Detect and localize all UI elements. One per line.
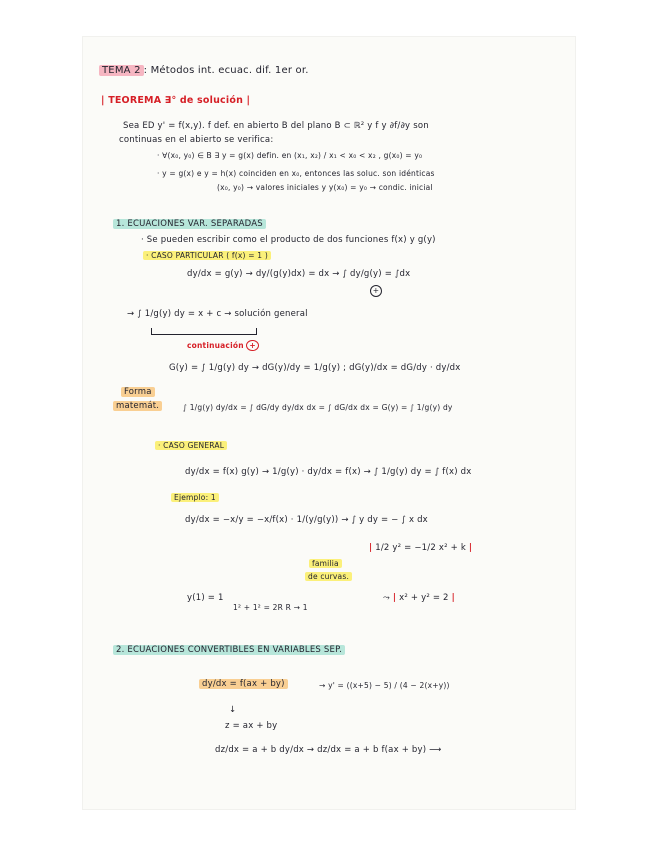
equation-forma-matematica: ∫ 1/g(y) dy/dx = ∫ dG/dy dy/dx dx = ∫ dG/dx dx = G(y) = ∫ 1/g(y) dy	[183, 403, 453, 412]
arrow: ⤳	[383, 593, 393, 603]
equation-G-definition: G(y) = ∫ 1/g(y) dy → dG(y)/dy = 1/g(y) ; dG(y)/dx = dG/dy · dy/dx	[169, 363, 461, 373]
title-label: TEMA 2	[99, 65, 144, 76]
circle-plus-marker: +	[370, 285, 382, 297]
familia-text-2: de curvas.	[305, 572, 352, 581]
particular-case-label	[143, 251, 271, 260]
forma-label	[121, 387, 155, 397]
example-result-text: 1/2 y² = −1/2 x² + k	[375, 543, 466, 553]
equation-convertible	[199, 679, 288, 689]
particular-case-text: · CASO PARTICULAR ( f(x) = 1 )	[143, 251, 271, 260]
matemat-label	[113, 401, 162, 411]
general-case-label	[155, 441, 227, 450]
initial-condition: y(1) = 1	[187, 593, 224, 603]
title-line	[99, 65, 309, 76]
theorem-bullet-2: · y = g(x) e y = h(x) coinciden en x₀, entonces las soluc. son idénticas	[157, 169, 435, 178]
substitution: z = ax + by	[225, 721, 278, 731]
section1-intro: · Se pueden escribir como el producto de dos funciones f(x) y g(y)	[141, 235, 436, 245]
equation-example: dy/dx = −x/y = −x/f(x) · 1/(y/g(y)) → ∫ y dy = − ∫ x dx	[185, 515, 428, 525]
forma-label-1: Forma	[121, 387, 155, 397]
familia-text-1: familia	[309, 559, 342, 568]
theorem-line-3: (x₀, y₀) → valores iniciales y y(x₀) = y₀ → condic. inicial	[217, 183, 433, 192]
section2-heading	[113, 645, 345, 655]
bracket-left: |	[369, 543, 373, 553]
section1-heading-text: 1. ECUACIONES VAR. SEPARADAS	[113, 219, 266, 229]
notebook-page	[83, 37, 575, 809]
equation-general-solution: → ∫ 1/g(y) dy = x + c → solución general	[127, 309, 308, 319]
underbrace	[151, 328, 257, 335]
down-arrow: ↓	[229, 705, 237, 715]
title-text: : Métodos int. ecuac. dif. 1er or.	[143, 65, 309, 76]
continuation-circle: +	[246, 340, 258, 351]
convertible-eq-text: dy/dx = f(ax + by)	[199, 679, 288, 689]
theorem-line-1: Sea ED y' = f(x,y). f def. en abierto B del plano B ⊂ ℝ² y f y ∂f/∂y son	[123, 121, 429, 131]
equation-example-2: → y' = ((x+5) − 5) / (4 − 2(x+y))	[319, 681, 450, 690]
familia-label-2	[305, 572, 352, 581]
radius-calc: 1² + 1² = 2R R → 1	[233, 603, 308, 612]
theorem-line-2: continuas en el abierto se verifica:	[119, 135, 274, 145]
theorem-heading-text: TEOREMA ∃° de solución	[108, 95, 244, 106]
section1-heading	[113, 219, 266, 229]
general-case-text: · CASO GENERAL	[155, 441, 227, 450]
example-label	[171, 493, 219, 502]
equation-general-case: dy/dx = f(x) g(y) → 1/g(y) · dy/dx = f(x) → ∫ 1/g(y) dy = ∫ f(x) dx	[185, 467, 472, 477]
theorem-bullet-1: · ∀(x₀, y₀) ∈ B ∃ y = g(x) defin. en (x₁, x₂) / x₁ < x₀ < x₂ , g(x₀) = y₀	[157, 151, 423, 160]
continuation-text: continuación	[187, 341, 244, 350]
circle-result	[383, 593, 455, 603]
continuation-label	[187, 341, 259, 350]
section2-heading-text: 2. ECUACIONES CONVERTIBLES EN VARIABLES SEP.	[113, 645, 345, 655]
bracket-right: |	[468, 543, 473, 553]
forma-label-2: matemát.	[113, 401, 162, 411]
circle-result-text: x² + y² = 2	[399, 593, 449, 603]
equation-dz-dx: dz/dx = a + b dy/dx → dz/dx = a + b f(ax + by) ⟶	[215, 745, 442, 755]
example-text: Ejemplo: 1	[171, 493, 219, 502]
familia-label-1	[309, 559, 342, 568]
equation-particular-1: dy/dx = g(y) → dy/(g(y)dx) = dx → ∫ dy/g(y) = ∫dx	[187, 269, 411, 279]
theorem-heading: | TEOREMA ∃° de solución |	[101, 95, 251, 106]
result-bracket-r: |	[451, 593, 455, 603]
equation-example-result	[369, 543, 472, 553]
result-bracket-l: |	[392, 593, 397, 603]
